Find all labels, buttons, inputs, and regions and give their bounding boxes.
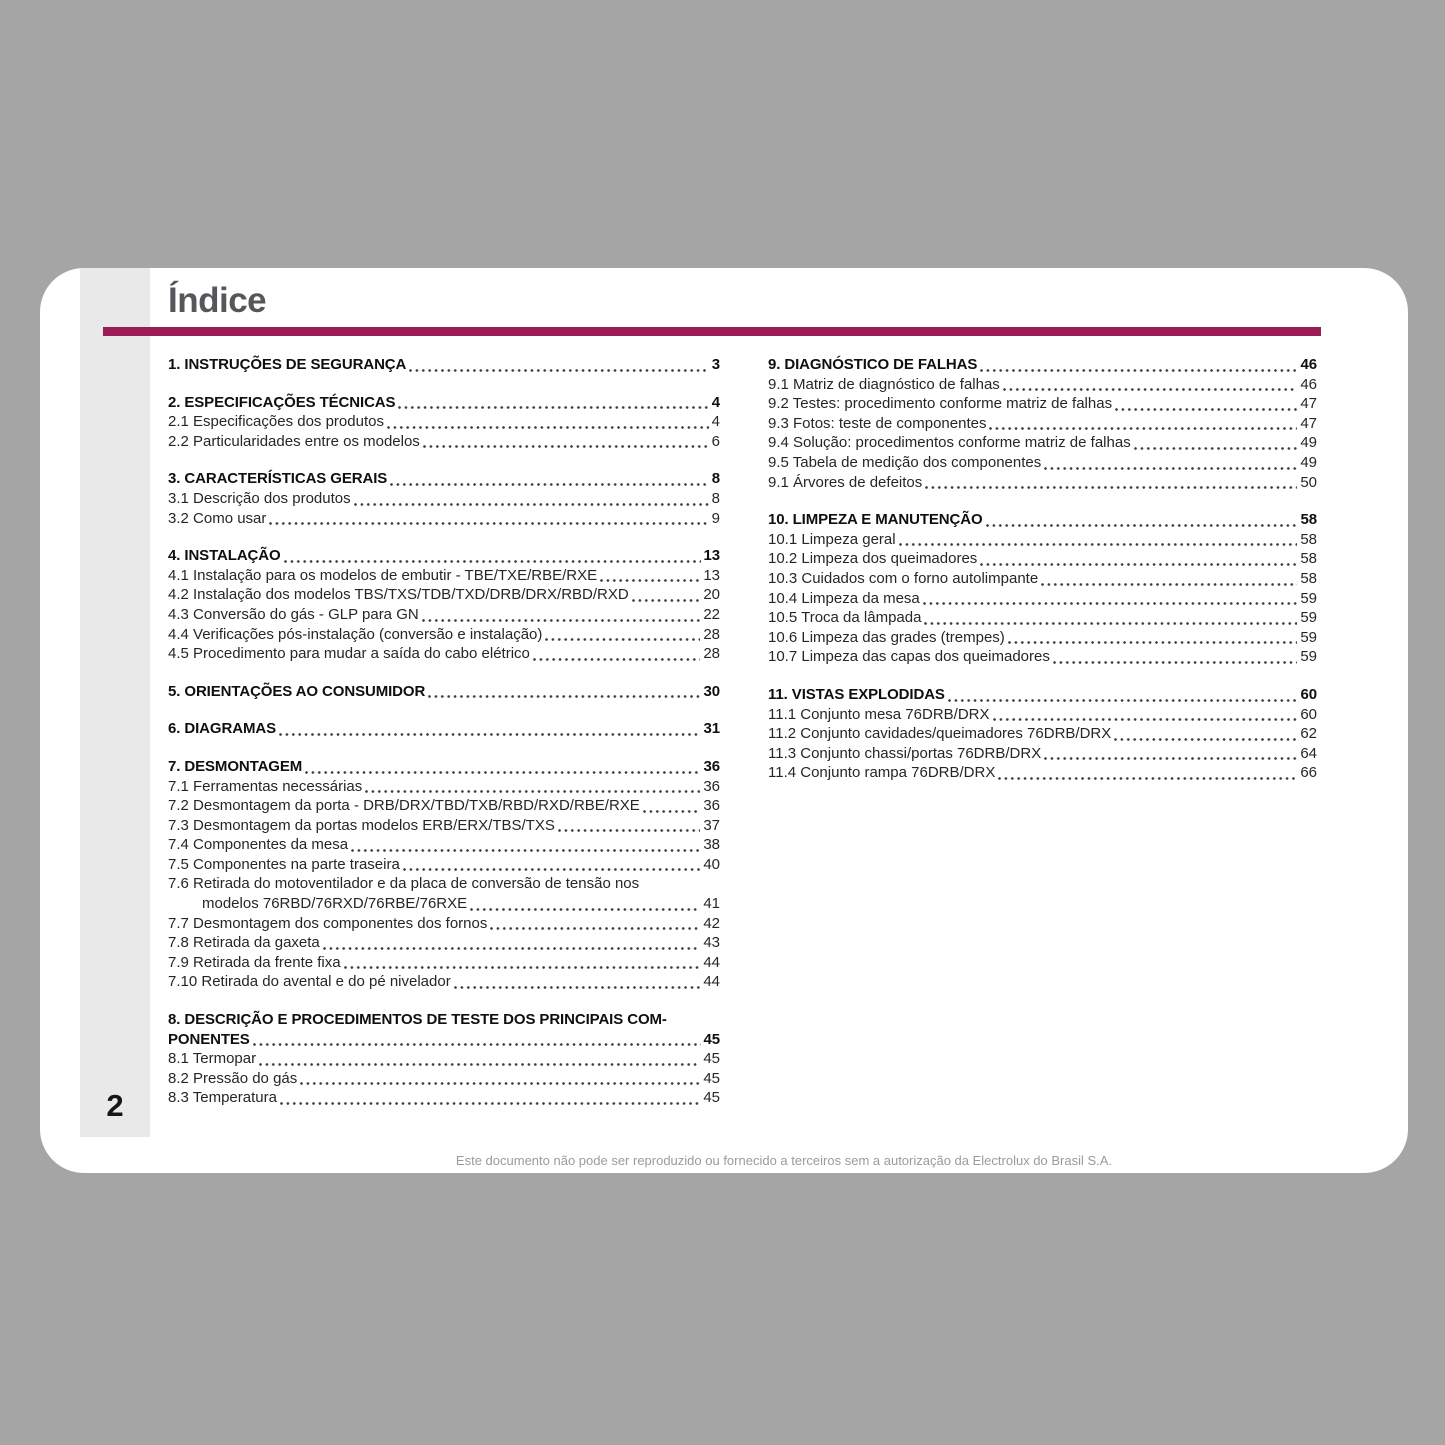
toc-leader-dots (422, 619, 701, 622)
toc-leader-dots (1044, 757, 1297, 760)
toc-group (168, 682, 720, 702)
toc-group (168, 1010, 720, 1108)
toc-entry-label: 4.3 Conversão do gás - GLP para GN (168, 605, 419, 623)
toc-entry-page: 66 (1300, 764, 1317, 782)
toc-entry (768, 705, 1317, 725)
toc-leader-dots (558, 829, 700, 832)
toc-entry-page: 13 (703, 547, 720, 565)
toc-leader-dots (387, 426, 709, 429)
title-rule (103, 327, 1321, 336)
toc-entry-page: 44 (703, 973, 720, 991)
toc-group (168, 757, 720, 992)
toc-leader-dots (354, 503, 709, 506)
toc-leader-dots (533, 658, 700, 661)
toc-entry (168, 432, 720, 452)
toc-entry (768, 433, 1317, 453)
toc-entry-page: 58 (1300, 511, 1317, 529)
toc-entry-page: 45 (703, 1069, 720, 1087)
toc-entry (768, 394, 1317, 414)
toc-entry-page: 49 (1300, 453, 1317, 471)
toc-leader-dots (344, 966, 701, 969)
toc-entry-page: 45 (703, 1050, 720, 1068)
toc-entry (168, 1030, 720, 1050)
toc-entry-label: 9.4 Solução: procedimentos conforme matriz de falhas (768, 434, 1131, 452)
toc-entry (168, 1010, 720, 1030)
toc-entry-label: 4.2 Instalação dos modelos TBS/TXS/TDB/TXD/DRB/DRX/RBD/RXD (168, 586, 629, 604)
toc-entry-label: 10.2 Limpeza dos queimadores (768, 550, 978, 568)
toc-entry-label: 3.1 Descrição dos produtos (168, 489, 351, 507)
toc-leader-dots (403, 868, 701, 871)
toc-leader-dots (423, 445, 709, 448)
toc-leader-dots (305, 771, 700, 774)
toc-entry-page: 59 (1300, 628, 1317, 646)
toc-entry (168, 412, 720, 432)
toc-entry-label: 2.2 Particularidades entre os modelos (168, 432, 420, 450)
toc-entry (168, 509, 720, 529)
toc-entry (168, 835, 720, 855)
toc-entry-page: 36 (703, 757, 720, 775)
toc-entry (168, 874, 720, 894)
toc-leader-dots (269, 522, 708, 525)
toc-entry-label: 7. DESMONTAGEM (168, 757, 303, 775)
toc-leader-dots (259, 1063, 700, 1066)
toc-leader-dots (1041, 583, 1297, 586)
toc-entry (168, 489, 720, 509)
toc-entry (168, 1088, 720, 1108)
toc-entry (168, 393, 720, 413)
page-margin-strip (80, 268, 150, 1137)
toc-entry (768, 744, 1317, 764)
toc-entry-label: 9.3 Fotos: teste de componentes (768, 414, 987, 432)
toc-entry-page: 40 (703, 855, 720, 873)
toc-entry-label: 7.4 Componentes da mesa (168, 836, 349, 854)
toc-entry-page: 3 (711, 356, 720, 373)
toc-entry (168, 1049, 720, 1069)
toc-entry-label: 11.3 Conjunto chassi/portas 76DRB/DRX (768, 744, 1042, 762)
toc-entry (168, 914, 720, 934)
toc-entry (168, 816, 720, 836)
toc-entry (768, 355, 1317, 375)
toc-entry-label: 2.1 Especificações dos produtos (168, 413, 384, 431)
page-title: Índice (168, 281, 267, 320)
toc-entry (168, 972, 720, 992)
toc-entry (168, 796, 720, 816)
toc-entry-label: 7.5 Componentes na parte traseira (168, 855, 400, 873)
toc-entry (768, 685, 1317, 705)
toc-entry-label: modelos 76RBD/76RXD/76RBE/76RXE (202, 895, 468, 913)
toc-entry-page: 41 (703, 895, 720, 913)
footer-note: Este documento não pode ser reproduzido ou fornecido a terceiros sem a autorização da Electrolux do Brasil S.A. (455, 1153, 1113, 1168)
toc-entry (768, 647, 1317, 667)
toc-column-right (768, 355, 1317, 801)
toc-entry-page: 22 (703, 605, 720, 623)
toc-entry-label: 7.3 Desmontagem da portas modelos ERB/ERX/TBS/TXS (168, 816, 555, 834)
toc-entry-page: 36 (703, 797, 720, 815)
toc-entry-page: 43 (703, 934, 720, 952)
toc-entry-page: 49 (1300, 434, 1317, 452)
toc-leader-dots (1044, 467, 1297, 470)
toc-entry-label: 11.1 Conjunto mesa 76DRB/DRX (768, 705, 990, 723)
toc-entry-page: 13 (703, 566, 720, 584)
toc-entry-label: 8.1 Termopar (168, 1050, 257, 1068)
toc-entry-page: 58 (1300, 530, 1317, 548)
toc-group (168, 546, 720, 664)
toc-entry-label: 11.2 Conjunto cavidades/queimadores 76DRB/DRX (768, 725, 1112, 743)
toc-entry (768, 569, 1317, 589)
toc-entry (168, 605, 720, 625)
toc-entry-label: 9. DIAGNÓSTICO DE FALHAS (768, 356, 978, 373)
toc-entry-label: 7.10 Retirada do avental e do pé nivelador (168, 973, 451, 991)
toc-entry-page: 58 (1300, 550, 1317, 568)
toc-entry (168, 894, 720, 914)
toc-leader-dots (986, 524, 1298, 527)
toc-leader-dots (600, 579, 700, 582)
toc-entry-label: 10.6 Limpeza das grades (trempes) (768, 628, 1005, 646)
toc-entry-page: 45 (703, 1030, 720, 1048)
toc-entry-page: 30 (703, 682, 720, 700)
toc-leader-dots (284, 560, 701, 563)
toc-leader-dots (279, 733, 701, 736)
toc-entry-label: 8.3 Temperatura (168, 1089, 277, 1107)
toc-entry-label: 7.9 Retirada da frente fixa (168, 953, 341, 971)
toc-entry-label: 10.1 Limpeza geral (768, 530, 896, 548)
toc-entry-page: 36 (703, 777, 720, 795)
toc-entry (768, 608, 1317, 628)
toc-leader-dots (280, 1102, 700, 1105)
page-number: 2 (106, 1088, 124, 1123)
toc-entry (768, 763, 1317, 783)
toc-entry-label: 4.1 Instalação para os modelos de embutir - TBE/TXE/RBE/RXE (168, 566, 598, 584)
toc-entry-label: 6. DIAGRAMAS (168, 720, 276, 738)
toc-entry-label: 8. DESCRIÇÃO E PROCEDIMENTOS DE TESTE DOS PRINCIPAIS COM- (168, 1011, 667, 1029)
toc-entry (168, 682, 720, 702)
toc-entry-page: 9 (711, 509, 720, 527)
toc-column-left (168, 355, 720, 1126)
toc-leader-dots (925, 486, 1297, 489)
toc-group (168, 719, 720, 739)
toc-entry (768, 589, 1317, 609)
toc-entry-page: 28 (703, 645, 720, 663)
toc-entry-page: 4 (711, 413, 720, 431)
toc-entry-page: 20 (703, 586, 720, 604)
toc-entry-page: 47 (1300, 414, 1317, 432)
toc-entry-page: 60 (1300, 705, 1317, 723)
toc-leader-dots (545, 638, 700, 641)
toc-entry-page: 42 (703, 914, 720, 932)
toc-entry (168, 355, 720, 375)
toc-entry-label: 11. VISTAS EXPLODIDAS (768, 685, 945, 703)
toc-leader-dots (632, 599, 701, 602)
toc-group (768, 355, 1317, 492)
toc-entry (168, 757, 720, 777)
toc-entry-label: 10.3 Cuidados com o forno autolimpante (768, 569, 1039, 587)
toc-entry-label: 7.1 Ferramentas necessárias (168, 777, 363, 795)
toc-entry-label: 7.6 Retirada do motoventilador e da placa de conversão de tensão nos (168, 875, 640, 893)
toc-leader-dots (490, 927, 700, 930)
toc-entry-page: 46 (1300, 375, 1317, 393)
toc-entry-label: 3.2 Como usar (168, 509, 267, 527)
toc-entry-page: 45 (703, 1089, 720, 1107)
toc-leader-dots (1053, 661, 1297, 664)
toc-leader-dots (300, 1082, 700, 1085)
toc-entry-label: 9.1 Árvores de defeitos (768, 473, 923, 491)
toc-entry-page: 8 (711, 489, 720, 507)
toc-leader-dots (923, 602, 1298, 605)
toc-entry-label: 4.4 Verificações pós-instalação (conversão e instalação) (168, 625, 543, 643)
toc-entry-label: 1. INSTRUÇÕES DE SEGURANÇA (168, 356, 407, 373)
toc-entry-page: 6 (711, 432, 720, 450)
toc-entry-page: 62 (1300, 725, 1317, 743)
toc-leader-dots (1008, 641, 1298, 644)
toc-entry-label: 4. INSTALAÇÃO (168, 547, 281, 565)
toc-entry (168, 1069, 720, 1089)
toc-leader-dots (390, 483, 709, 486)
toc-entry-label: 11.4 Conjunto rampa 76DRB/DRX (768, 764, 996, 782)
toc-entry-label: 10.7 Limpeza das capas dos queimadores (768, 648, 1050, 666)
toc-entry-label: 9.2 Testes: procedimento conforme matriz de falhas (768, 395, 1113, 413)
toc-entry-page: 4 (711, 393, 720, 411)
toc-leader-dots (1003, 388, 1298, 391)
toc-entry (768, 510, 1317, 530)
toc-entry-label: 7.7 Desmontagem dos componentes dos fornos (168, 914, 488, 932)
toc-entry (168, 933, 720, 953)
toc-leader-dots (428, 695, 700, 698)
toc-leader-dots (924, 622, 1297, 625)
toc-entry (168, 566, 720, 586)
toc-entry (168, 953, 720, 973)
toc-group (168, 469, 720, 528)
toc-leader-dots (998, 777, 1297, 780)
toc-entry-label: 5. ORIENTAÇÕES AO CONSUMIDOR (168, 682, 426, 700)
toc-entry (168, 644, 720, 664)
toc-group (168, 355, 720, 375)
toc-entry (168, 719, 720, 739)
toc-group (168, 393, 720, 452)
toc-entry-page: 59 (1300, 648, 1317, 666)
toc-entry-page: 59 (1300, 589, 1317, 607)
toc-leader-dots (1134, 447, 1298, 450)
toc-leader-dots (470, 908, 700, 911)
toc-leader-dots (1114, 738, 1297, 741)
toc-entry-page: 8 (711, 470, 720, 488)
toc-entry (168, 855, 720, 875)
toc-entry-label: 10.5 Troca da lâmpada (768, 609, 922, 627)
toc-entry-page: 59 (1300, 609, 1317, 627)
toc-entry-page: 38 (703, 836, 720, 854)
toc-entry (768, 628, 1317, 648)
toc-entry-page: 47 (1300, 395, 1317, 413)
toc-group (768, 510, 1317, 667)
toc-leader-dots (398, 406, 708, 409)
toc-entry (768, 375, 1317, 395)
toc-entry-label: 10. LIMPEZA E MANUTENÇÃO (768, 511, 983, 529)
toc-leader-dots (989, 427, 1297, 430)
toc-entry-page: 28 (703, 625, 720, 643)
toc-entry (168, 546, 720, 566)
toc-group (768, 685, 1317, 783)
toc-entry (168, 625, 720, 645)
toc-entry-label: 9.1 Matriz de diagnóstico de falhas (768, 375, 1000, 393)
toc-entry (768, 453, 1317, 473)
toc-leader-dots (253, 1043, 701, 1046)
toc-entry-label: 4.5 Procedimento para mudar a saída do cabo elétrico (168, 645, 530, 663)
toc-entry (168, 777, 720, 797)
toc-leader-dots (948, 699, 1298, 702)
toc-entry-page: 46 (1300, 356, 1317, 373)
index-page (40, 268, 1408, 1173)
toc-entry-label: 3. CARACTERÍSTICAS GERAIS (168, 470, 388, 488)
toc-entry-page: 50 (1300, 473, 1317, 491)
toc-entry (768, 724, 1317, 744)
toc-leader-dots (409, 369, 708, 372)
toc-leader-dots (980, 563, 1297, 566)
toc-leader-dots (323, 947, 701, 950)
toc-entry-label: PONENTES (168, 1030, 250, 1048)
toc-entry (168, 469, 720, 489)
toc-entry-page: 64 (1300, 744, 1317, 762)
toc-leader-dots (993, 718, 1298, 721)
toc-entry-label: 10.4 Limpeza da mesa (768, 589, 920, 607)
toc-entry (768, 414, 1317, 434)
toc-entry-page: 58 (1300, 569, 1317, 587)
toc-leader-dots (365, 790, 700, 793)
toc-entry-label: 7.8 Retirada da gaxeta (168, 934, 320, 952)
toc-entry-label: 7.2 Desmontagem da porta - DRB/DRX/TBD/TXB/RBD/RXD/RBE/RXE (168, 797, 640, 815)
toc-leader-dots (643, 810, 701, 813)
toc-leader-dots (351, 849, 700, 852)
toc-entry-label: 8.2 Pressão do gás (168, 1069, 298, 1087)
toc-leader-dots (1115, 408, 1297, 411)
toc-entry-page: 60 (1300, 685, 1317, 703)
toc-entry (768, 473, 1317, 493)
toc-entry (768, 530, 1317, 550)
toc-leader-dots (980, 369, 1297, 372)
toc-entry-label: 2. ESPECIFICAÇÕES TÉCNICAS (168, 393, 396, 411)
toc-entry-page: 37 (703, 816, 720, 834)
toc-entry (768, 549, 1317, 569)
toc-entry-label: 9.5 Tabela de medição dos componentes (768, 453, 1042, 471)
toc-entry (168, 585, 720, 605)
toc-leader-dots (454, 986, 701, 989)
toc-entry-page: 44 (703, 953, 720, 971)
toc-leader-dots (899, 543, 1298, 546)
toc-entry-page: 31 (703, 720, 720, 738)
